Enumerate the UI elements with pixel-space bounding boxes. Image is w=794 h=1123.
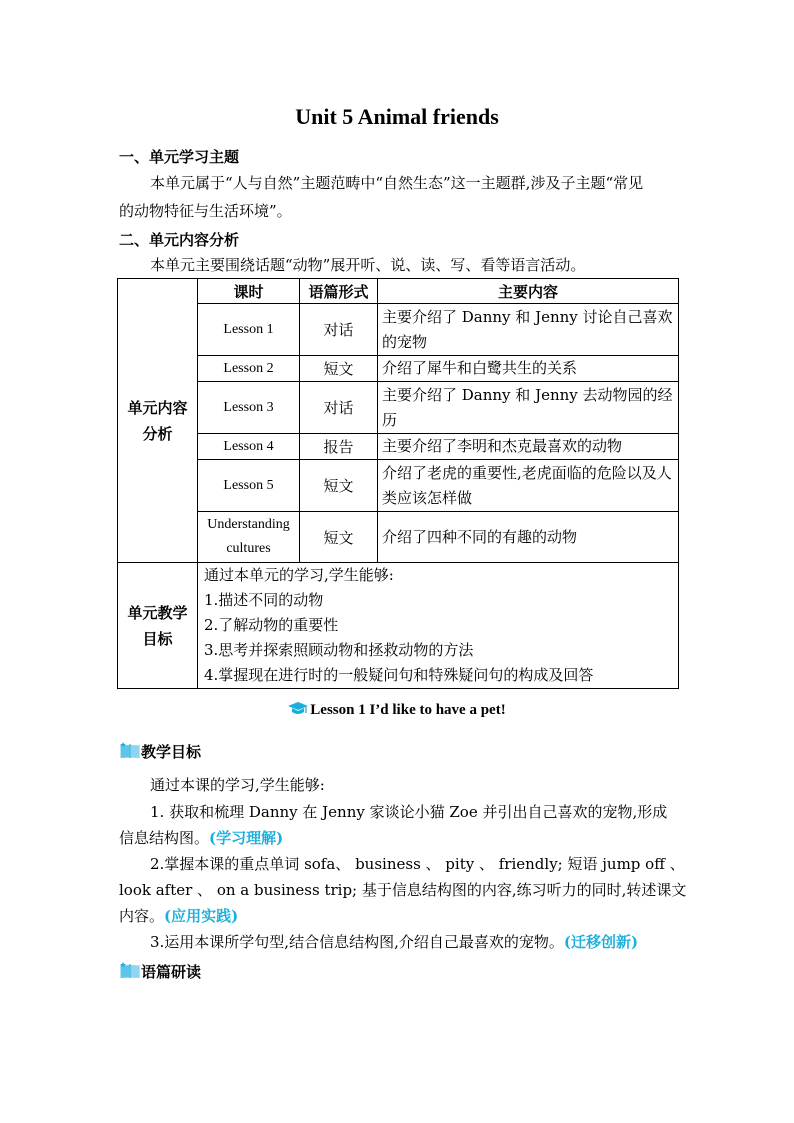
goal-item: 1.描述不同的动物 — [204, 591, 324, 609]
goal-1-line1: 1. 获取和梳理 Danny 在 Jenny 家谈论小猫 Zoe 并引出自己喜欢的宠物,形成 — [150, 803, 668, 821]
form-cell: 对话 — [300, 304, 378, 356]
content-cell: 主要介绍了 Danny 和 Jenny 讨论自己喜欢的宠物 — [378, 304, 679, 356]
book-icon — [119, 962, 141, 980]
header-lesson: 课时 — [198, 279, 300, 304]
content-analysis-label-line2: 分析 — [142, 424, 173, 443]
teach-goals-heading: 教学目标 — [141, 743, 202, 761]
book-icon — [119, 742, 141, 760]
lesson-cell — [198, 512, 300, 563]
goal-2-line1: 2.掌握本课的重点单词 sofa、 business 、 pity 、 friendly; 短语 jump off 、 — [150, 855, 685, 873]
section1-line2: 的动物特征与生活环境”。 — [119, 202, 292, 220]
section2-heading: 二、单元内容分析 — [119, 231, 240, 249]
content-cell: 介绍了老虎的重要性,老虎面临的危险以及人类应该怎样做 — [378, 460, 679, 512]
teaching-goals-label-line1: 单元教学 — [127, 603, 188, 622]
content-analysis-label-line1: 单元内容 — [127, 398, 188, 417]
form-cell: 短文 — [300, 460, 378, 512]
table-row — [118, 356, 679, 382]
teach-goals-heading-row — [119, 741, 201, 762]
goal-2-tag: (应用实践) — [164, 907, 239, 925]
teaching-goals-label — [118, 563, 198, 689]
table-row — [118, 382, 679, 434]
text-study-heading: 语篇研读 — [141, 963, 202, 981]
goal-item: 3.思考并探索照顾动物和拯救动物的方法 — [204, 641, 474, 659]
form-cell: 报告 — [300, 434, 378, 460]
content-cell: 主要介绍了 Danny 和 Jenny 去动物园的经历 — [378, 382, 679, 434]
section1-line1: 本单元属于“人与自然”主题范畴中“自然生态”这一主题群,涉及子主题“常见 — [150, 174, 644, 192]
lesson1-title-row — [0, 702, 794, 719]
header-content: 主要内容 — [378, 279, 679, 304]
section2-intro: 本单元主要围绕话题“动物”展开听、说、读、写、看等语言活动。 — [150, 256, 586, 274]
teach-goals-intro: 通过本课的学习,学生能够: — [150, 776, 325, 794]
unit-analysis-table — [117, 278, 679, 689]
goals-row — [118, 563, 679, 689]
goal-2-line3 — [119, 903, 238, 929]
content-analysis-label — [118, 279, 198, 563]
teaching-goals-list — [198, 563, 679, 689]
lesson-cell: Lesson 5 — [198, 460, 300, 512]
goal-2-line2: look after 、 on a business trip; 基于信息结构图的内容,练习听力的同时,转述课文 — [119, 881, 687, 899]
lesson-cell: Lesson 4 — [198, 434, 300, 460]
table-row — [118, 434, 679, 460]
goal-3-line — [150, 929, 638, 955]
goal-1-tag: (学习理解) — [209, 829, 284, 847]
form-cell: 短文 — [300, 356, 378, 382]
table-row — [118, 460, 679, 512]
table-row — [118, 304, 679, 356]
content-cell: 介绍了四种不同的有趣的动物 — [378, 512, 679, 563]
lesson-cell-line2: cultures — [226, 541, 271, 556]
section1-heading: 一、单元学习主题 — [119, 148, 240, 166]
lesson-cell: Lesson 3 — [198, 382, 300, 434]
text-study-heading-row — [119, 961, 201, 982]
form-cell: 短文 — [300, 512, 378, 563]
goal-1-text: 信息结构图。 — [119, 829, 210, 847]
lesson-cell-line1: Understanding — [207, 517, 290, 532]
goal-item: 通过本单元的学习,学生能够: — [204, 566, 394, 584]
content-cell: 介绍了犀牛和白鹭共生的关系 — [378, 356, 679, 382]
content-cell: 主要介绍了李明和杰克最喜欢的动物 — [378, 434, 679, 460]
lesson-cell: Lesson 1 — [198, 304, 300, 356]
goal-1-line2 — [119, 825, 283, 851]
graduation-cap-icon — [288, 702, 308, 716]
lesson-cell: Lesson 2 — [198, 356, 300, 382]
lesson1-title: Lesson 1 I’d like to have a pet! — [310, 702, 506, 718]
goal-2-text: 内容。 — [119, 907, 165, 925]
goal-3-text: 3.运用本课所学句型,结合信息结构图,介绍自己最喜欢的宠物。 — [150, 933, 564, 951]
teaching-goals-label-line2: 目标 — [142, 629, 173, 648]
header-form: 语篇形式 — [300, 279, 378, 304]
form-cell: 对话 — [300, 382, 378, 434]
table-row — [118, 512, 679, 563]
goal-3-tag: (迁移创新) — [563, 933, 639, 951]
goal-item: 4.掌握现在进行时的一般疑问句和特殊疑问句的构成及回答 — [204, 666, 594, 684]
page-title: Unit 5 Animal friends — [295, 104, 499, 129]
goal-item: 2.了解动物的重要性 — [204, 616, 339, 634]
